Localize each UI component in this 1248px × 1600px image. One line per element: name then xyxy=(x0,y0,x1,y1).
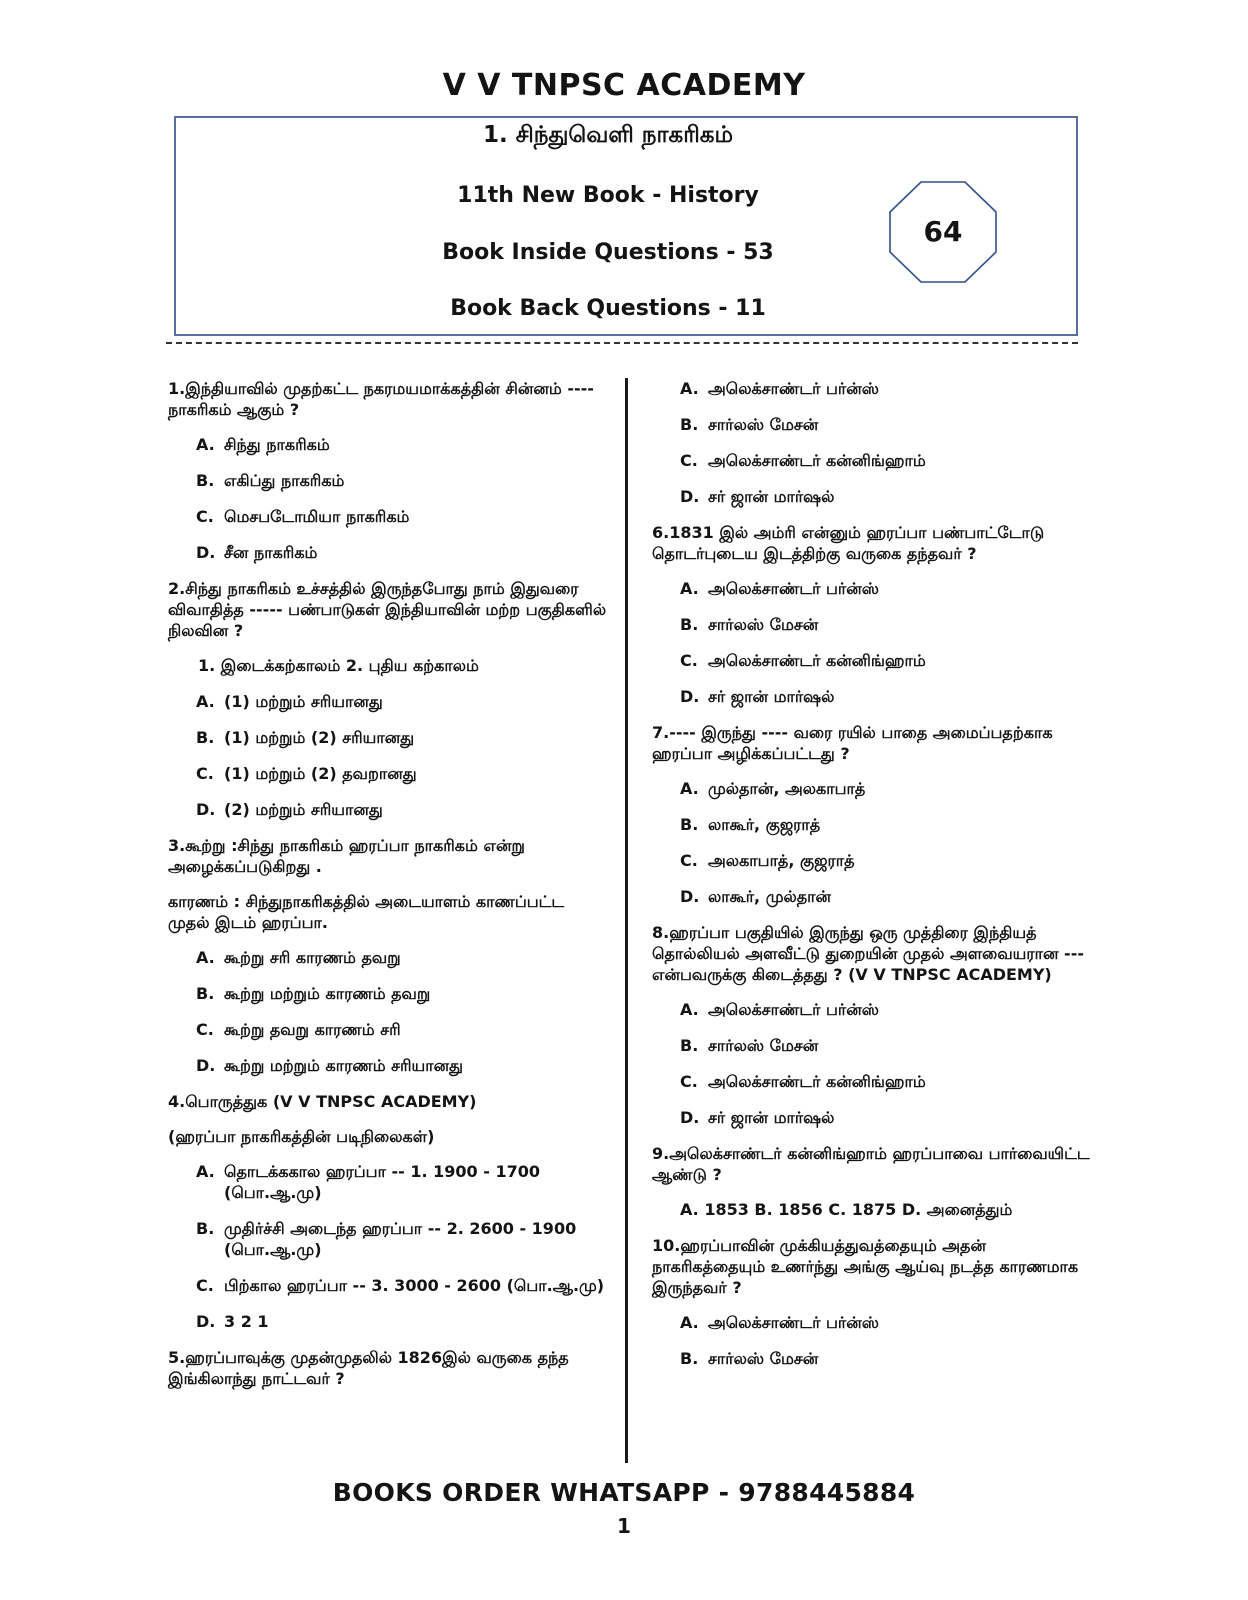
option: B. சார்லஸ் மேசன் xyxy=(680,1349,819,1368)
option: A. (1) மற்றும் சரியானது xyxy=(196,692,383,711)
total-questions-badge xyxy=(888,180,998,284)
question-4-subtitle: (ஹரப்பா நாகரிகத்தின் படிநிலைகள்) xyxy=(168,1127,435,1146)
option: C. அலகாபாத், குஜராத் xyxy=(680,851,855,870)
option: D. லாகூர், முல்தான் xyxy=(680,887,832,906)
option: B. சார்லஸ் மேசன் xyxy=(680,615,819,634)
option: B. கூற்று மற்றும் காரணம் தவறு xyxy=(196,984,431,1003)
question-8: 8.ஹரப்பா பகுதியில் இருந்து ஒரு முத்திரை இந்தியத் தொல்லியல் அளவீட்டு துறையின் முதல் அளவையரான --- என்பவருக்கு கிடைத்தது ? (V V TNPSC ACADEMY) xyxy=(652,923,1084,984)
inside-questions-count: Book Inside Questions - 53 xyxy=(442,240,774,265)
question-3: 3.கூற்று :சிந்து நாகரிகம் ஹரப்பா நாகரிகம் என்று அழைக்கப்படுகிறது . xyxy=(168,836,525,876)
option: C. (1) மற்றும் (2) தவறானது xyxy=(196,764,417,783)
column-divider xyxy=(625,378,628,1463)
question-10: 10.ஹரப்பாவின் முக்கியத்துவத்தையும் அதன் நாகரிகத்தையும் உணர்ந்து அங்கு ஆய்வு நடத்த காரணமாக இருந்தவர் ? xyxy=(652,1236,1079,1297)
option: D. சர் ஜான் மார்ஷல் xyxy=(680,1108,835,1127)
page-number: 1 xyxy=(617,1514,631,1538)
option: D. சீன நாகரிகம் xyxy=(196,543,318,562)
option: B. எகிப்து நாகரிகம் xyxy=(196,471,345,490)
option: B. சார்லஸ் மேசன் xyxy=(680,415,819,434)
option: B. லாகூர், குஜராத் xyxy=(680,815,821,834)
option: C. அலெக்சாண்டர் கன்னிங்ஹாம் xyxy=(680,651,926,670)
back-questions-count: Book Back Questions - 11 xyxy=(450,296,766,321)
option: C. கூற்று தவறு காரணம் சரி xyxy=(196,1020,401,1039)
chapter-info-box xyxy=(174,116,1078,336)
option: A. அலெக்சாண்டர் பர்ன்ஸ் xyxy=(680,1000,879,1019)
option: C. பிற்கால ஹரப்பா -- 3. 3000 - 2600 (பொ.ஆ.மு) xyxy=(196,1276,605,1295)
question-4: 4.பொருத்துக (V V TNPSC ACADEMY) xyxy=(168,1092,477,1111)
option: D. கூற்று மற்றும் காரணம் சரியானது xyxy=(196,1056,463,1075)
option: B. சார்லஸ் மேசன் xyxy=(680,1036,819,1055)
option: D. சர் ஜான் மார்ஷல் xyxy=(680,487,835,506)
option: C. மெசபடோமியா நாகரிகம் xyxy=(196,507,410,526)
question-2: 2.சிந்து நாகரிகம் உச்சத்தில் இருந்தபோது நாம் இதுவரை விவாதித்த ----- பண்பாடுகள் இந்தியாவின் மற்ற பகுதிகளில் நிலவின ? xyxy=(168,579,607,640)
option: A. சிந்து நாகரிகம் xyxy=(196,435,330,454)
question-9: 9.அலெக்சாண்டர் கன்னிங்ஹாம் ஹரப்பாவை பார்வையிட்ட ஆண்டு ? xyxy=(652,1144,1090,1184)
question-1: 1.இந்தியாவில் முதற்கட்ட நகரமயமாக்கத்தின் சின்னம் ---- நாகரிகம் ஆகும் ? xyxy=(168,379,594,419)
question-6: 6.1831 இல் அம்ரி என்னும் ஹரப்பா பண்பாட்டோடு தொடர்புடைய இடத்திற்கு வருகை தந்தவர் ? xyxy=(652,523,1045,563)
left-column xyxy=(168,378,608,1403)
question-7: 7.---- இருந்து ---- வரை ரயில் பாதை அமைப்பதற்காக ஹரப்பா அழிக்கப்பட்டது ? xyxy=(652,723,1053,763)
option: C. அலெக்சாண்டர் கன்னிங்ஹாம் xyxy=(680,451,926,470)
right-column xyxy=(652,378,1092,1384)
total-questions: 64 xyxy=(923,215,963,248)
book-name: 11th New Book - History xyxy=(457,183,759,208)
option: D. (2) மற்றும் சரியானது xyxy=(196,800,383,819)
option: A. அலெக்சாண்டர் பர்ன்ஸ் xyxy=(680,1313,879,1332)
question-2-items: 1. இடைக்கற்காலம் 2. புதிய கற்காலம் xyxy=(198,656,479,675)
question-5: 5.ஹரப்பாவுக்கு முதன்முதலில் 1826இல் வருகை தந்த இங்கிலாந்து நாட்டவர் ? xyxy=(168,1348,569,1388)
question-9-options: A. 1853 B. 1856 C. 1875 D. அனைத்தும் xyxy=(680,1200,1013,1219)
option: A. கூற்று சரி காரணம் தவறு xyxy=(196,948,401,967)
option: A. முல்தான், அலகாபாத் xyxy=(680,779,866,798)
chapter-title: 1. சிந்துவெளி நாகரிகம் xyxy=(482,122,734,148)
question-3-reason: காரணம் : சிந்துநாகரிகத்தில் அடையாளம் காணப்பட்ட முதல் இடம் ஹரப்பா. xyxy=(168,892,565,932)
option: C. அலெக்சாண்டர் கன்னிங்ஹாம் xyxy=(680,1072,926,1091)
dashed-divider xyxy=(166,342,1078,344)
option: A. தொடக்ககால ஹரப்பா -- 1. 1900 - 1700 (பொ.ஆ.மு) xyxy=(196,1162,540,1202)
option: A. அலெக்சாண்டர் பர்ன்ஸ் xyxy=(680,379,879,398)
option: A. அலெக்சாண்டர் பர்ன்ஸ் xyxy=(680,579,879,598)
option: D. 3 2 1 xyxy=(196,1312,269,1331)
option: B. முதிர்ச்சி அடைந்த ஹரப்பா -- 2. 2600 - 1900 (பொ.ஆ.மு) xyxy=(196,1219,577,1259)
option: B. (1) மற்றும் (2) சரியானது xyxy=(196,728,415,747)
academy-title: V V TNPSC ACADEMY xyxy=(442,68,806,103)
option: D. சர் ஜான் மார்ஷல் xyxy=(680,687,835,706)
order-footer: BOOKS ORDER WHATSAPP - 9788445884 xyxy=(332,1478,916,1507)
